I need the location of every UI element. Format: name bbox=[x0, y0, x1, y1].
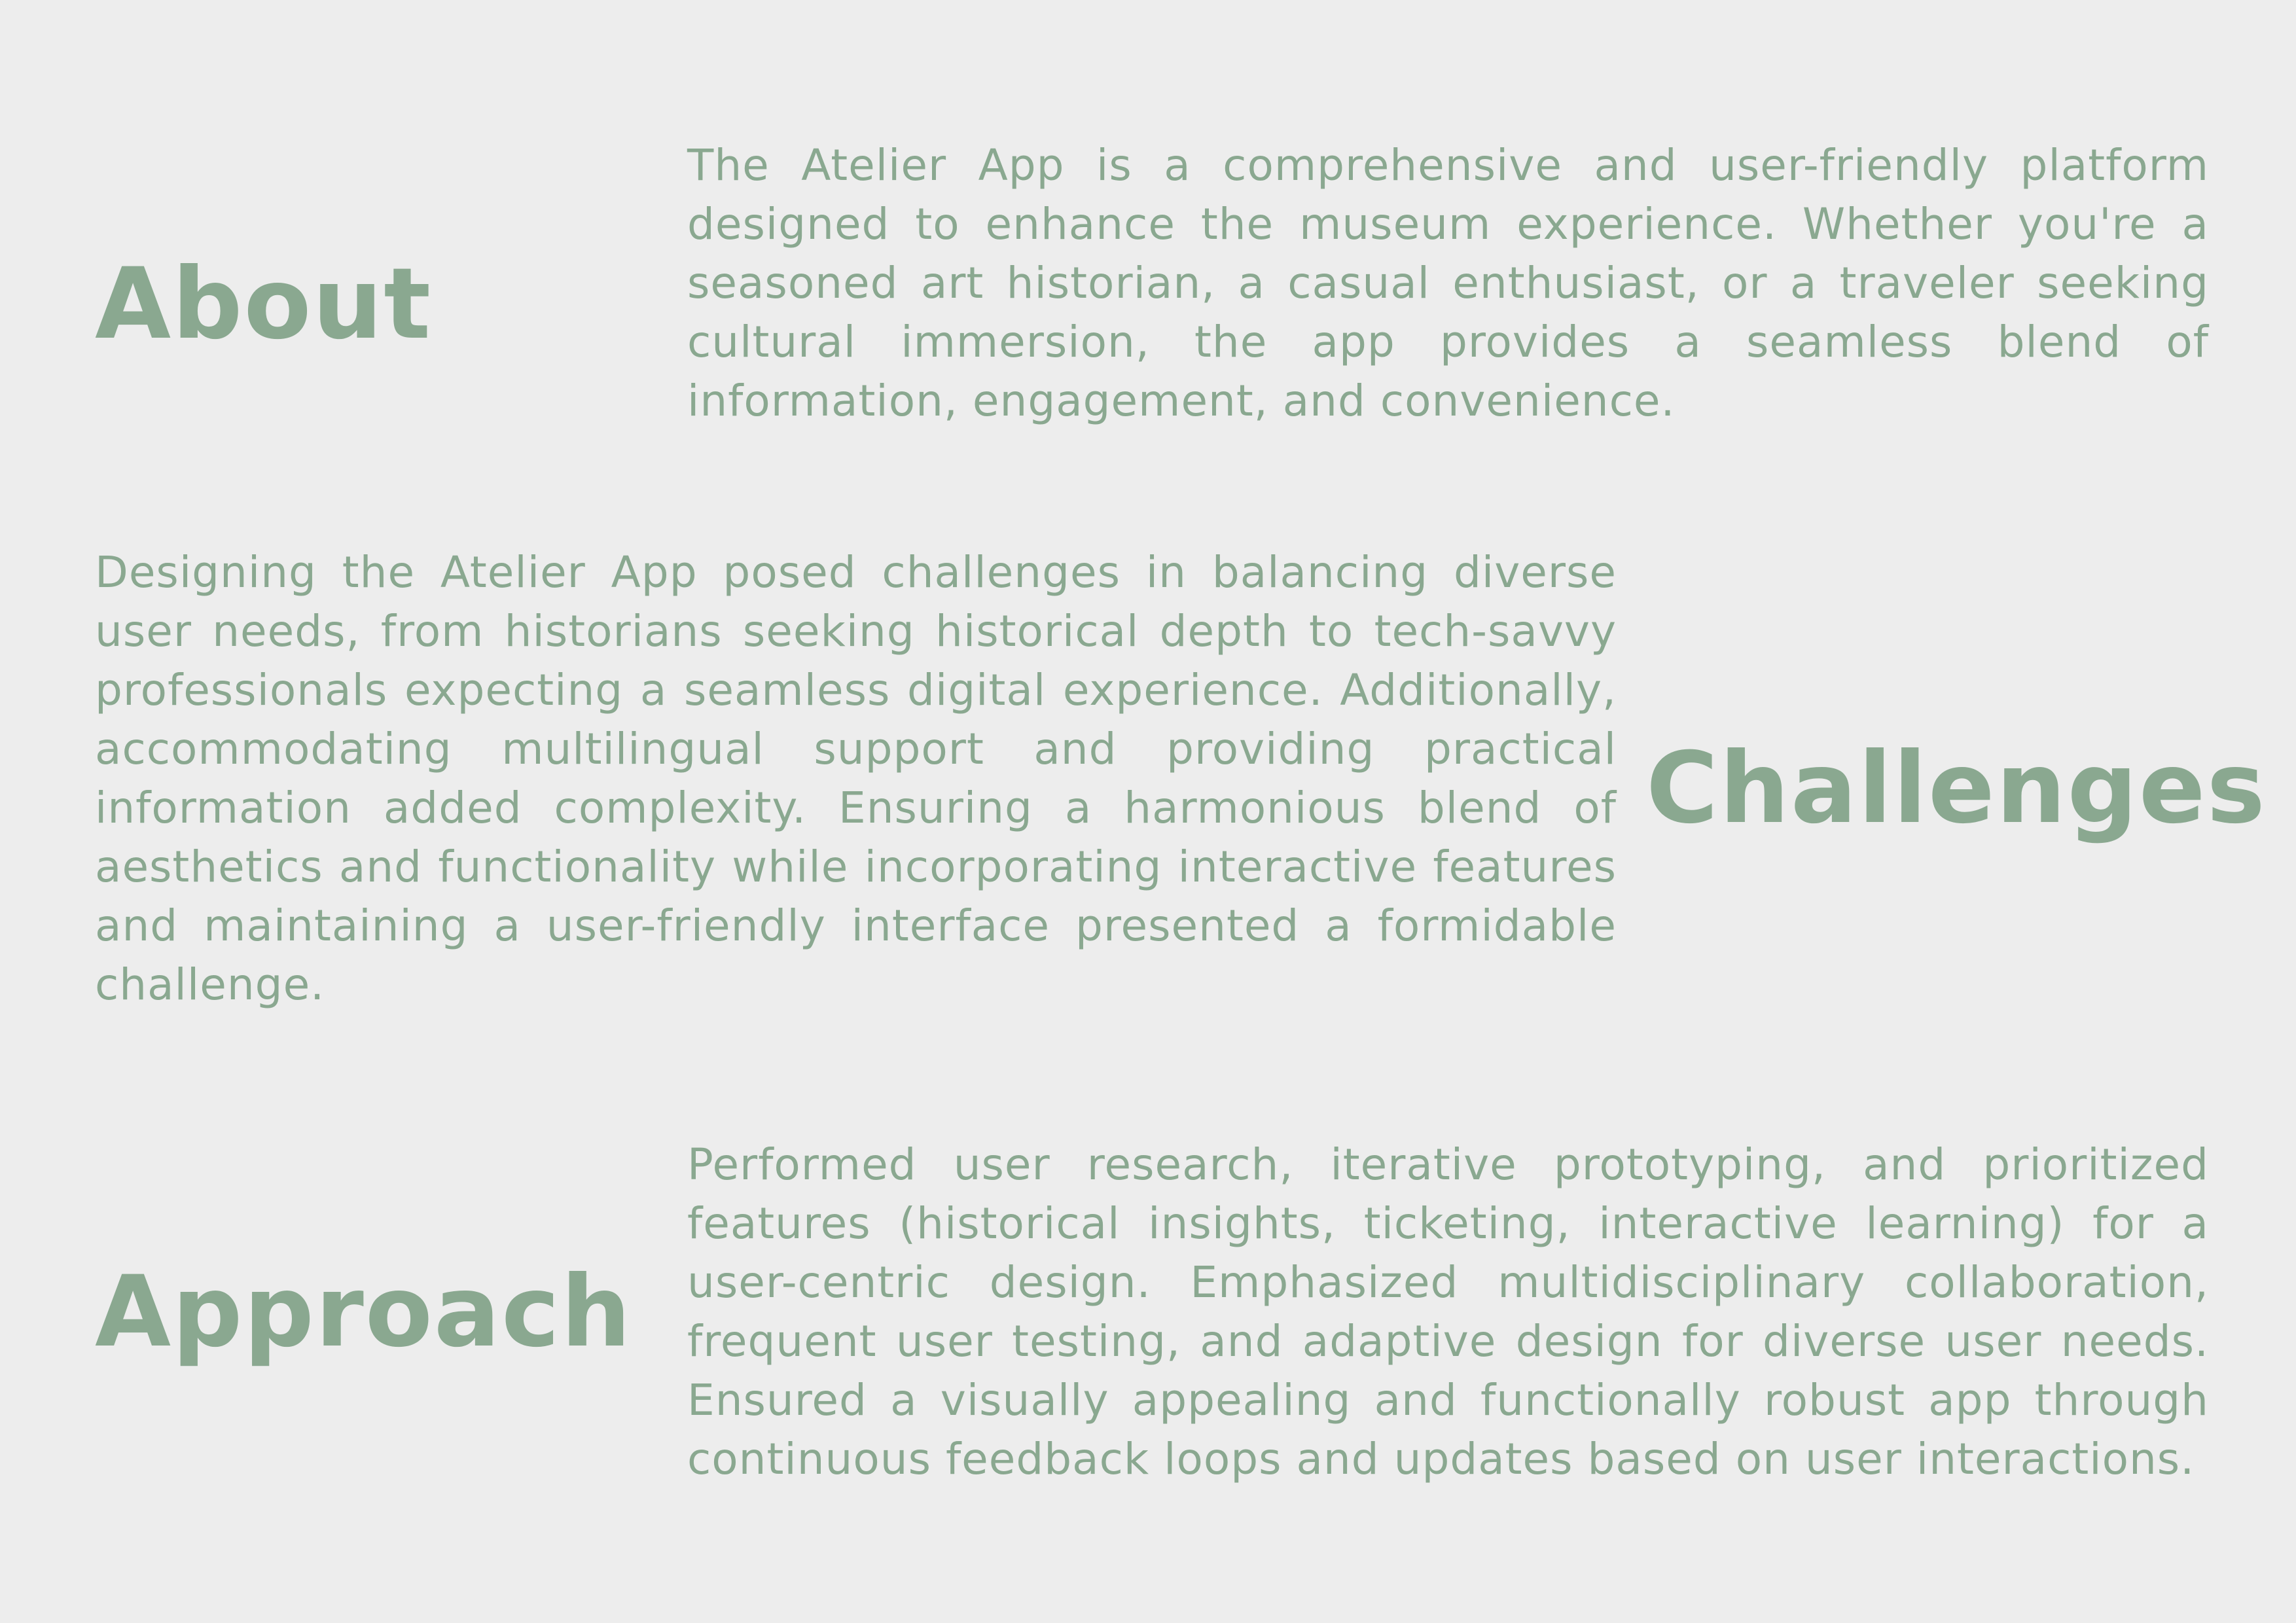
approach-paragraph: Performed user research, iterative prototyping, and prioritized features (historical insights, ticketing, interactive learning) for a user-centric design. Emphasized multidisciplinary collaboration, frequent user testing, and adaptive design for diverse user needs. Ensured a visually appealing and functionally robust app through continuous feedback loops and updates based on user interactions. bbox=[687, 1139, 2209, 1484]
about-paragraph: The Atelier App is a comprehensive and user-friendly platform designed to enhance the museum experience. Whether you're a seasoned art historian, a casual enthusiast, or a traveler seeking cultural immersion, the app provides a seamless blend of information, engagement, and convenience. bbox=[687, 140, 2209, 426]
challenges-paragraph: Designing the Atelier App posed challenges in balancing diverse user needs, from historians seeking historical depth to tech-savvy professionals expecting a seamless digital experience. Additionally, accommodating multilingual support and providing practical information added complexity. Ensuring a harmonious blend of aesthetics and functionality while incorporating interactive features and maintaining a user-friendly interface presented a formidable challenge. bbox=[95, 547, 1617, 1010]
about-heading: About bbox=[95, 247, 433, 361]
challenges-heading: Challenges bbox=[1646, 732, 2267, 846]
approach-heading: Approach bbox=[95, 1255, 632, 1369]
